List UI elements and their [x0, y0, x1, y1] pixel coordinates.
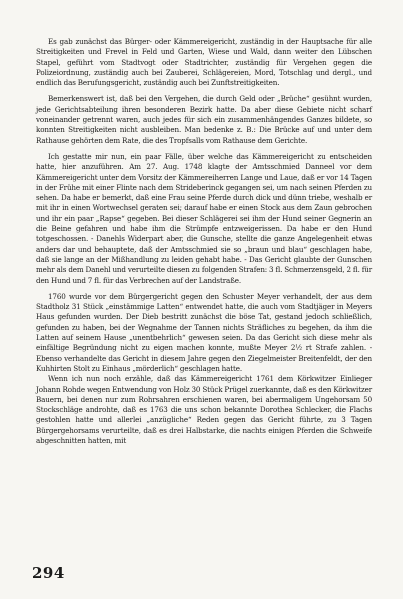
page-number: 294	[32, 564, 65, 582]
paragraph: 1760 wurde vor dem Bürgergericht gegen den Schuster Meyer verhandelt, der aus dem Stadtholz 31 Stück „einstämmige Latten“ entwendet hatte, die auch vom Stadtjäger in Meyers Haus gefunden wurden. Der Dieb bestritt zunächst die böse Tat, gestand jedoch schließlich, gefunden zu haben, bei der Wegnahme der Tannen nichts Sträfliches zu begehen, da ihm die Latten auf seinem Hause „unentbehrlich“ gewesen seien. Da das Gericht sich diese mehr als einfältige Begründung nicht zu eigen machen konnte, mußte Meyer 2½ rt Strafe zahlen. - Ebenso verhandelte das Gericht in diesem Jahre gegen den Ziegelmeister Breitenfeldt, der den Kuhhirten Stolt zu Einhaus „mörderlich“ geschlagen hatte.	[36, 291, 372, 373]
paragraph: Es gab zunächst das Bürger- oder Kämmereigericht, zuständig in der Hauptsache für alle Streitigkeiten und Frevel in Feld und Garten, Wiese und Wald, dann weiter den Lübschen Stapel, geführt vom Stadtvogt oder Stadtrichter, zuständig für Vergehen gegen die Polizeiordnung, zuständig auch bei Zauberei, Schlägereien, Mord, Totschlag und dergl., und endlich das Berufungsgericht, zuständig auch bei Zunftstreitigkeiten.	[36, 37, 372, 88]
paragraph: Ich gestatte mir nun, ein paar Fälle, über welche das Kämmereigericht zu entscheiden hatte, hier anzuführen. Am 27. Aug. 1748 klagte der Amtsschmied Danneel vor dem Kämmereigericht unter dem Vorsitz der Kämmereiherren Lange und Laue, daß er vor 14 Tagen in der Frühe mit einer Flinte nach dem Strideberinck gegangen sei, um nach seinen Pferden zu sehen. Da habe er bemerkt, daß eine Frau seine Pferde durch dick und dünn triebe, weshalb er mit ihr in einen Wortwechsel geraten sei; darauf habe er einen Stock aus dem Zaun gebrochen und ihr ein paar „Rapse“ gegeben. Bei dieser Schlägerei sei ihm der Hund seiner Gegnerin an die Beine gefahren und habe ihm die Strümpfe entzweigerissen. Da habe er den Hund totgeschossen. - Danehls Widerpart aber, die Gunsche, stellte die ganze Angelegenheit etwas anders dar und behauptete, daß der Amtsschmied sie so „braun und blau“ geschlagen habe, daß sie lange an der Mißhandlung zu leiden gehabt habe. - Das Gericht glaubte der Gunschen mehr als dem Danehl und verurteilte diesen zu folgenden Strafen: 3 fl. Schmerzensgeld, 2 fl. für den Hund und 7 fl. für das Verbrechen auf der Landstraße.	[36, 151, 372, 285]
paragraph: Bemerkenswert ist, daß bei den Vergehen, die durch Geld oder „Brüche“ gesühnt wurden, jede Gerichtsabteilung ihren besonderen Bezirk hatte. Da aber diese Gebiete nicht scharf voneinander getrennt waren, auch jedes für sich ein zusammenhängendes Ganzes bildete, so konnten Streitigkeiten nicht ausbleiben. Man bedenke z. B.: Die Brücke auf und unter dem Rathause gehörten dem Rate, die des Tropfsalls vom Rathause dem Gerichte.	[36, 94, 372, 145]
body-text	[36, 37, 372, 446]
paragraph: Wenn ich nun noch erzähle, daß das Kämmereigericht 1761 dem Körkwitzer Einlieger Johann Rohde wegen Entwendung von Holz 30 Stück Prügel zuerkannte, daß es den Körkwitzer Bauern, bei denen nur zum Rohrsahren erschienen waren, bei abermaligem Ungehorsam 50 Stockschläge androhte, daß es 1763 die uns schon bekannte Dorothea Schlecker, die Flachs gestohlen hatte und allerlei „anzügliche“ Reden gegen das Gericht führte, zu 3 Tagen Bürgergehorsams verurteilte, daß es drei Halbstarke, die nachts einigen Pferden die Schweife abgeschnitten hatten, mit	[36, 374, 372, 445]
